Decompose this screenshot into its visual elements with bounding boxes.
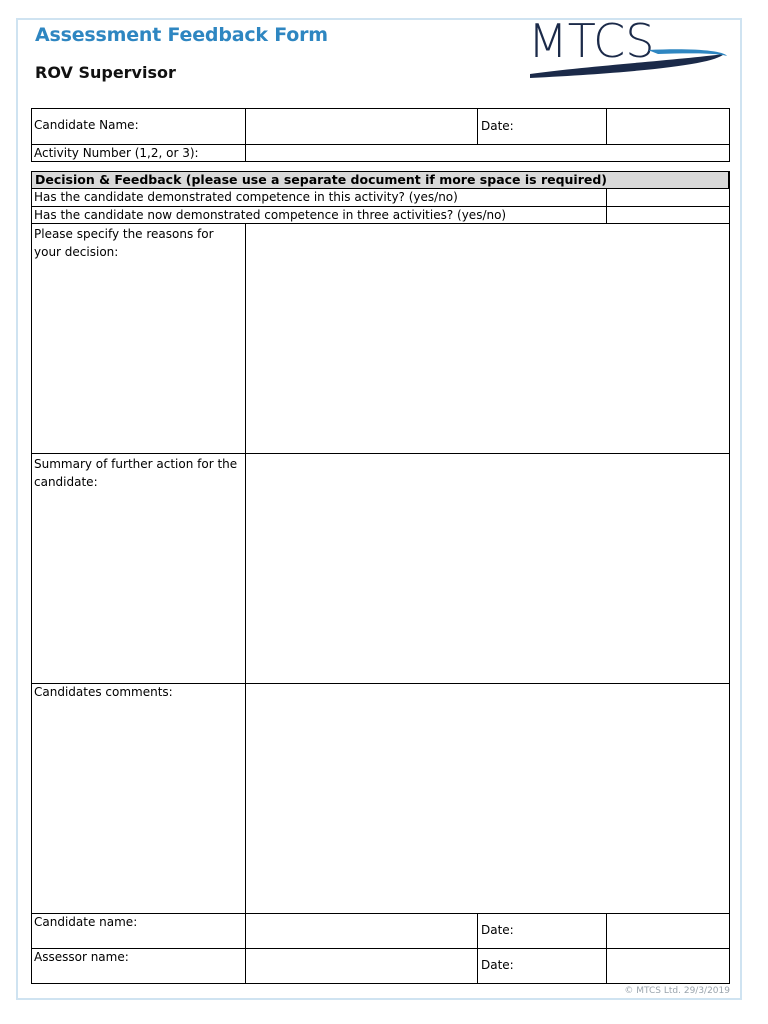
competence-three-activities-answer[interactable] — [607, 207, 729, 223]
date-field[interactable] — [607, 109, 729, 144]
candidate-name-label: Candidate Name: — [34, 118, 139, 132]
candidate-comments-label: Candidates comments: — [34, 685, 173, 699]
candidate-name-field[interactable] — [246, 109, 477, 144]
activity-number-field[interactable] — [246, 145, 729, 161]
signoff-assessor-name-field[interactable] — [246, 949, 477, 983]
logo-text: MTCS — [528, 14, 655, 68]
form-subtitle: ROV Supervisor — [35, 63, 176, 82]
signoff-assessor-date-label: Date: — [481, 958, 514, 972]
logo-swoosh-icon — [528, 20, 730, 82]
signoff-candidate-date-label: Date: — [481, 923, 514, 937]
competence-activity-question: Has the candidate demonstrated competence in this activity? (yes/no) — [34, 190, 458, 204]
signoff-assessor-date-field[interactable] — [607, 949, 729, 983]
reasons-field[interactable] — [246, 224, 729, 453]
reasons-label: Please specify the reasons for your decision: — [34, 227, 214, 259]
further-action-field[interactable] — [246, 454, 729, 683]
signoff-candidate-name-label: Candidate name: — [34, 915, 138, 929]
signoff-candidate-name-field[interactable] — [246, 914, 477, 948]
competence-activity-answer[interactable] — [607, 189, 729, 206]
competence-three-activities-question: Has the candidate now demonstrated competence in three activities? (yes/no) — [34, 208, 507, 222]
copyright-footer: © MTCS Ltd. 29/3/2019 — [624, 986, 730, 996]
signoff-candidate-date-field[interactable] — [607, 914, 729, 948]
candidate-comments-field[interactable] — [246, 684, 729, 913]
decision-section-header: Decision & Feedback (please use a separate document if more space is required) — [31, 171, 729, 189]
mtcs-logo — [528, 14, 730, 82]
date-label: Date: — [481, 119, 514, 133]
activity-number-label: Activity Number (1,2, or 3): — [34, 146, 199, 160]
form-title: Assessment Feedback Form — [35, 24, 328, 46]
signoff-assessor-name-label: Assessor name: — [34, 950, 129, 964]
further-action-label: Summary of further action for the candidate: — [34, 457, 238, 489]
